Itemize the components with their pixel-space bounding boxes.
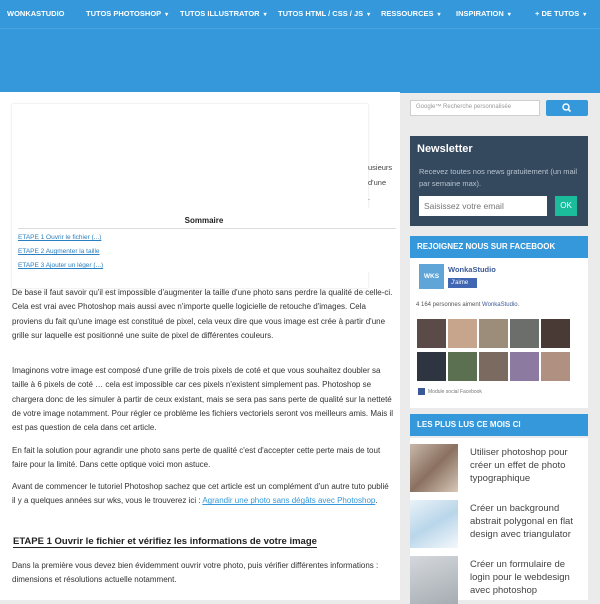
newsletter-widget	[410, 136, 588, 226]
popular-post-link[interactable]: Utiliser photoshop pour créer un effet de photo typographique	[470, 447, 568, 484]
newsletter-description: Recevez toutes nos news gratuitement (un mail par semaine max).	[419, 167, 577, 188]
caret-down-icon: ▾	[583, 12, 587, 18]
nav-item-ressources[interactable]: RESSOURCES ▾	[381, 9, 441, 18]
facebook-fan-avatar[interactable]	[541, 352, 570, 381]
article-paragraph: Avant de commencer le tutoriel Photoshop sachez que cet article est un complément d'un autre tuto publié il y a quelques années sur wks, vous le trouverez ici : Agrandir une photo sans dégâts avec Photoshop.	[12, 482, 389, 506]
partial-text-line: d'une	[368, 178, 387, 187]
caret-down-icon: ▾	[507, 12, 511, 18]
nav-item-tutos-illustrator[interactable]: TUTOS ILLUSTRATOR ▾	[180, 9, 267, 18]
toc-link-step-2[interactable]: ETAPE 2 Augmenter la taille	[18, 248, 100, 255]
facebook-fan-avatar[interactable]	[479, 319, 508, 348]
search-input-placeholder: Google™ Recherche personnalisée	[416, 104, 512, 110]
toc-link-step-3[interactable]: ETAPE 3 Ajouter un léger (...)	[18, 262, 104, 269]
facebook-fan-avatar[interactable]	[479, 352, 508, 381]
article-link-agrandir-photo[interactable]: Agrandir une photo sans dégâts avec Photoshop	[202, 496, 376, 506]
popular-posts-widget	[410, 438, 588, 600]
facebook-heading: REJOIGNEZ NOUS SUR FACEBOOK	[410, 236, 588, 258]
search-input[interactable]	[410, 100, 540, 116]
facebook-plugin-label: Module social Facebook	[428, 389, 482, 395]
article-main	[0, 92, 400, 600]
facebook-page-name[interactable]: WonkaStudio	[448, 265, 496, 274]
newsletter-title: Newsletter	[417, 143, 473, 155]
newsletter-submit-button[interactable]: OK	[555, 196, 577, 216]
search-button[interactable]	[546, 100, 588, 116]
section-heading-step-1: ETAPE 1 Ouvrir le fichier et vérifiez les informations de votre image	[13, 536, 317, 547]
article-paragraph: De base il faut savoir qu'il est impossible d'augmenter la taille d'une photo sans perdre la qualité de celle-ci. Cela est vrai avec Photoshop mais aussi avec n'importe quelle logicielle de retouche d'images. Cela proviens du fait qu'une image est constitué de pixel, cela veux dire que vous image est crée à partir d'une grille sur laquelle est positionné une suite de pixel de différentes couleurs.	[12, 288, 393, 340]
popular-post-link[interactable]: Créer un formulaire de login pour le webdesign avec photoshop	[470, 559, 570, 596]
popular-post-thumbnail[interactable]	[410, 556, 458, 604]
nav-item-more-tutos[interactable]: + DE TUTOS ▾	[535, 9, 587, 18]
facebook-fan-avatar[interactable]	[448, 319, 477, 348]
toc-title: Sommaire	[184, 216, 224, 225]
caret-down-icon: ▾	[437, 12, 441, 18]
facebook-fan-avatar[interactable]	[510, 319, 539, 348]
caret-down-icon: ▾	[165, 12, 169, 18]
facebook-fan-avatar[interactable]	[417, 319, 446, 348]
facebook-widget	[410, 258, 588, 408]
facebook-fan-avatar[interactable]	[448, 352, 477, 381]
article-paragraph: Imaginons votre image est composé d'une grille de trois pixels de coté et que vous souhaitez doubler sa taille à 6 pixels de coté … cela est impossible car ces pixels n'existent simplement pas. Photoshop se chargera donc de les simuler à partir de ceux existant, mais se sera pas sans perte de qualité sur la netteté de votre image notamment. Pour régler ce problème les fichiers vectoriels seront vos meilleurs amis. Mais il est pas question de cela dans cet article.	[12, 366, 394, 433]
header-banner	[0, 28, 600, 93]
partial-text-line: .	[368, 193, 371, 202]
popular-post-thumbnail[interactable]	[410, 500, 458, 548]
article-paragraph: En fait la solution pour agrandir une photo sans perte de qualité c'est d'accepter cette perte mais de tout faire pour la limité. Dans cette optique voici mon astuce.	[12, 446, 381, 470]
nav-item-inspiration[interactable]: INSPIRATION ▾	[456, 9, 511, 18]
caret-down-icon: ▾	[263, 12, 267, 18]
facebook-fan-avatar[interactable]	[510, 352, 539, 381]
article-paragraph: Dans la première vous devez bien évidemment ouvrir votre photo, puis vérifier différentes informations : dimensions et résolutions actuelle notamment.	[12, 561, 379, 585]
nav-item-wonkastudio[interactable]: WONKASTUDIO	[7, 9, 65, 18]
popular-post-link[interactable]: Créer un background abstrait polygonal en flat design avec triangulator	[470, 503, 573, 540]
facebook-like-count: 4 164 personnes aiment WonkaStudio.	[416, 302, 520, 308]
facebook-fan-avatar[interactable]	[541, 319, 570, 348]
facebook-icon	[418, 388, 425, 395]
toc-link-step-1[interactable]: ETAPE 1 Ouvrir le fichier (...)	[18, 234, 102, 241]
caret-down-icon: ▾	[367, 12, 371, 18]
toc-divider	[18, 228, 396, 229]
newsletter-email-field[interactable]	[419, 196, 547, 216]
search-icon	[546, 100, 588, 116]
facebook-fan-avatar[interactable]	[417, 352, 446, 381]
popular-post-thumbnail[interactable]	[410, 444, 458, 492]
wonkastudio-logo[interactable]: WKS	[419, 264, 444, 289]
popular-posts-heading: LES PLUS LUS CE MOIS CI	[410, 414, 588, 436]
facebook-like-button[interactable]: J'aime	[448, 278, 477, 288]
table-of-contents	[12, 208, 396, 272]
nav-item-tutos-html-css-js[interactable]: TUTOS HTML / CSS / JS ▾	[278, 9, 371, 18]
top-navigation	[0, 0, 600, 28]
nav-item-tutos-photoshop[interactable]: TUTOS PHOTOSHOP ▾	[86, 9, 169, 18]
partial-text-line: usieurs	[368, 163, 393, 172]
